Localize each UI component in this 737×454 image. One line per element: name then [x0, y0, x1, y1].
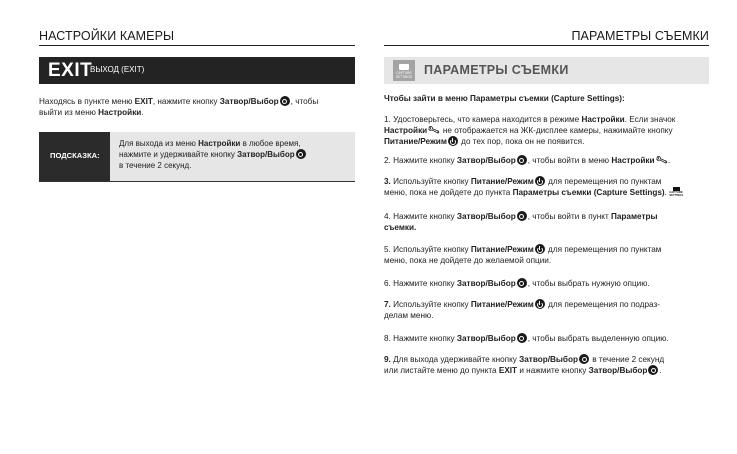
- step-3: 3. Используйте кнопку Питание/Режим для перемещения по пунктам меню, пока не дойдете до пункта Параметры съемки (Capture Settings). CAPTURE SETTINGS: [384, 176, 709, 198]
- shutter-select-icon: [517, 333, 527, 343]
- shutter-select-icon: [579, 354, 589, 364]
- power-mode-icon: [535, 299, 545, 309]
- camera-icon: [399, 64, 409, 70]
- wrench-icon: 🔧︎: [654, 153, 669, 167]
- heading-rule: [384, 45, 709, 46]
- shutter-select-icon: [517, 211, 527, 221]
- capture-settings-icon: CAPTURE SETTINGS: [393, 60, 415, 81]
- shutter-select-icon: [296, 149, 306, 159]
- heading-rule: [39, 45, 355, 46]
- wrench-icon: 🔧︎: [426, 123, 441, 137]
- step-2: 2. Нажмите кнопку Затвор/Выбор , чтобы войти в меню Настройки🔧︎.: [384, 153, 671, 167]
- power-mode-icon: [535, 244, 545, 254]
- exit-title: EXIT: [48, 60, 93, 81]
- step-1: 1. Удостоверьтесь, что камера находится в режиме Настройки. Если значок Настройки🔧︎ не отображается на ЖК-дисплее камеры, нажимайте кнопку Питание/Режим до тех пор, пока он не появится.: [384, 115, 676, 146]
- exit-banner: [39, 57, 355, 84]
- step-5: 5. Используйте кнопку Питание/Режим для перемещения по пунктам меню, пока не дойдете до желаемой опции.: [384, 245, 662, 265]
- shutter-select-icon: [648, 365, 658, 375]
- capture-settings-banner: [384, 57, 709, 84]
- tip-box: [39, 132, 355, 182]
- power-mode-icon: [448, 136, 458, 146]
- exit-intro: Находясь в пункте меню EXIT, нажмите кнопку Затвор/Выбор , чтобы выйти из меню Настройки.: [39, 97, 319, 117]
- shutter-select-icon: [517, 278, 527, 288]
- lead-text: Чтобы зайти в меню Параметры съемки (Capture Settings):: [384, 94, 625, 103]
- step-9: 9. Для выхода удерживайте кнопку Затвор/Выбор в течение 2 секунд или листайте меню до пункта EXIT и нажмите кнопку Затвор/Выбор .: [384, 355, 665, 375]
- step-6: 6. Нажмите кнопку Затвор/Выбор , чтобы выбрать нужную опцию.: [384, 279, 650, 288]
- power-mode-icon: [535, 176, 545, 186]
- capture-settings-title: ПАРАМЕТРЫ СЪЕМКИ: [424, 63, 569, 77]
- shutter-select-icon: [280, 96, 290, 106]
- tip-text: Для выхода из меню Настройки в любое время, нажмите и удерживайте кнопку Затвор/Выбор в течение 2 секунд.: [119, 138, 349, 172]
- step-8: 8. Нажмите кнопку Затвор/Выбор , чтобы выбрать выделенную опцию.: [384, 334, 669, 343]
- tip-label: ПОДСКАЗКА:: [39, 132, 110, 181]
- step-4: 4. Нажмите кнопку Затвор/Выбор , чтобы войти в пункт Параметры съемки.: [384, 212, 658, 232]
- exit-subtitle: ВЫХОД (EXIT): [90, 65, 145, 74]
- page-title: ПАРАМЕТРЫ СЪЕМКИ: [571, 29, 709, 43]
- shutter-select-icon: [517, 155, 527, 165]
- capture-settings-mini-icon: CAPTURE SETTINGS: [669, 187, 686, 196]
- step-7: 7. Используйте кнопку Питание/Режим для перемещения по подраз- делам меню.: [384, 300, 660, 320]
- page-title: НАСТРОЙКИ КАМЕРЫ: [39, 29, 175, 43]
